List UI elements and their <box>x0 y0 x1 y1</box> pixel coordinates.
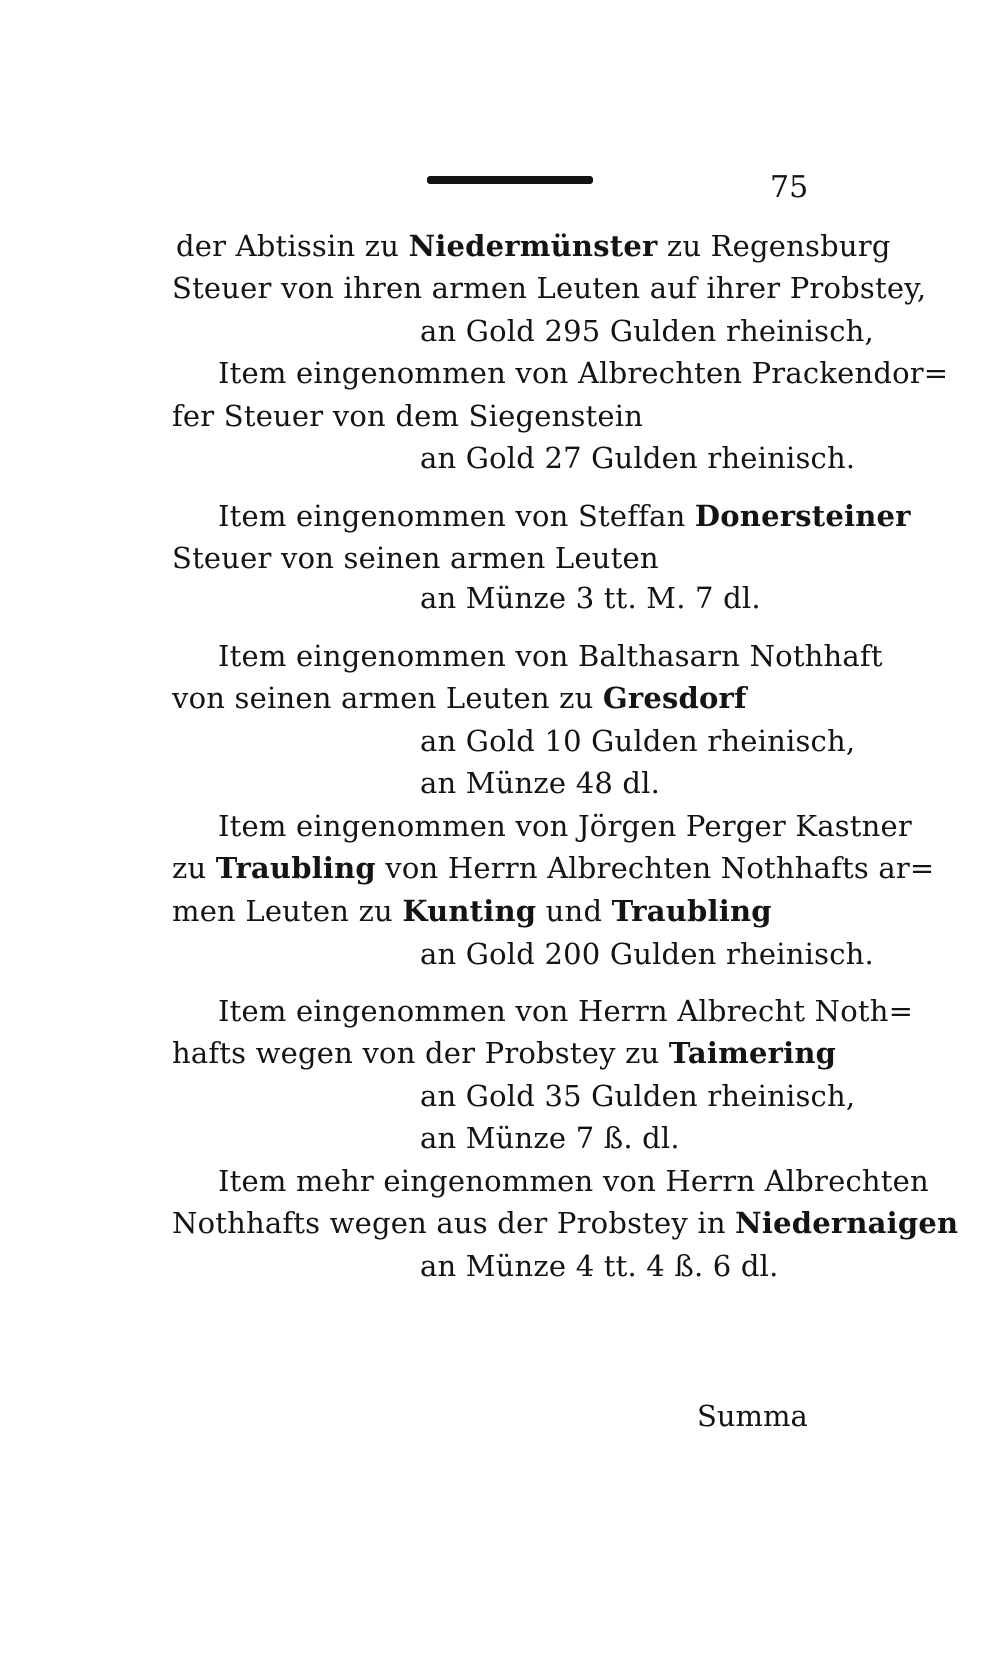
text-line <box>172 1035 836 1071</box>
amount-line: an Münze 48 dl. <box>420 766 661 800</box>
text-segment: und <box>536 894 612 928</box>
text-segment: Item eingenommen von Jörgen Perger Kastner <box>218 809 912 843</box>
catchword: Summa <box>697 1399 808 1433</box>
text-line <box>218 1163 929 1199</box>
text-line <box>172 1205 958 1241</box>
amount-line: an Münze 7 ß. dl. <box>420 1121 680 1155</box>
text-segment: zu <box>172 851 216 885</box>
text-segment: hafts wegen von der Probstey zu <box>172 1036 669 1070</box>
amount-line: an Gold 35 Gulden rheinisch, <box>420 1079 856 1113</box>
text-line <box>218 993 913 1029</box>
text-line <box>172 680 747 716</box>
text-line <box>218 808 912 844</box>
place-name: Traubling <box>611 894 772 928</box>
text-segment: fer Steuer von dem Siegenstein <box>172 399 644 433</box>
text-line <box>172 540 659 576</box>
text-line <box>218 638 883 674</box>
text-line <box>172 893 772 929</box>
amount-line: an Münze 3 tt. M. 7 dl. <box>420 581 761 615</box>
place-name: Gresdorf <box>602 681 747 715</box>
page-number: 75 <box>770 170 809 205</box>
place-name: Kunting <box>402 894 537 928</box>
text-segment: Item mehr eingenommen von Herrn Albrechten <box>218 1164 929 1198</box>
text-segment: Item eingenommen von Albrechten Prackendor= <box>218 356 949 390</box>
header-rule <box>427 176 593 184</box>
text-line <box>176 228 891 264</box>
amount-line: an Gold 27 Gulden rheinisch. <box>420 441 856 475</box>
text-segment: der Abtissin zu <box>176 229 409 263</box>
text-segment: von Herrn Albrechten Nothhafts ar= <box>375 851 935 885</box>
text-segment: von seinen armen Leuten zu <box>172 681 603 715</box>
place-name: Donersteiner <box>694 499 911 533</box>
place-name: Niedermünster <box>408 229 658 263</box>
amount-line: an Gold 295 Gulden rheinisch, <box>420 314 874 348</box>
text-line <box>172 398 643 434</box>
place-name: Taimering <box>668 1036 837 1070</box>
text-segment: men Leuten zu <box>172 894 403 928</box>
text-line <box>172 850 934 886</box>
amount-line: an Münze 4 tt. 4 ß. 6 dl. <box>420 1249 779 1283</box>
text-segment: Item eingenommen von Herrn Albrecht Noth= <box>218 994 914 1028</box>
amount-line: an Gold 10 Gulden rheinisch, <box>420 724 856 758</box>
text-line <box>218 355 948 391</box>
text-segment: Steuer von seinen armen Leuten <box>172 541 659 575</box>
amount-line: an Gold 200 Gulden rheinisch. <box>420 937 874 971</box>
text-segment: Item eingenommen von Steffan <box>218 499 695 533</box>
text-segment: Nothhafts wegen aus der Probstey in <box>172 1206 736 1240</box>
text-segment: Steuer von ihren armen Leuten auf ihrer Probstey, <box>172 271 927 305</box>
text-line <box>172 270 926 306</box>
text-segment: zu Regensburg <box>657 229 891 263</box>
text-line <box>218 498 911 534</box>
place-name: Traubling <box>215 851 376 885</box>
text-segment: Item eingenommen von Balthasarn Nothhaft <box>218 639 883 673</box>
place-name: Niedernaigen <box>735 1206 959 1240</box>
